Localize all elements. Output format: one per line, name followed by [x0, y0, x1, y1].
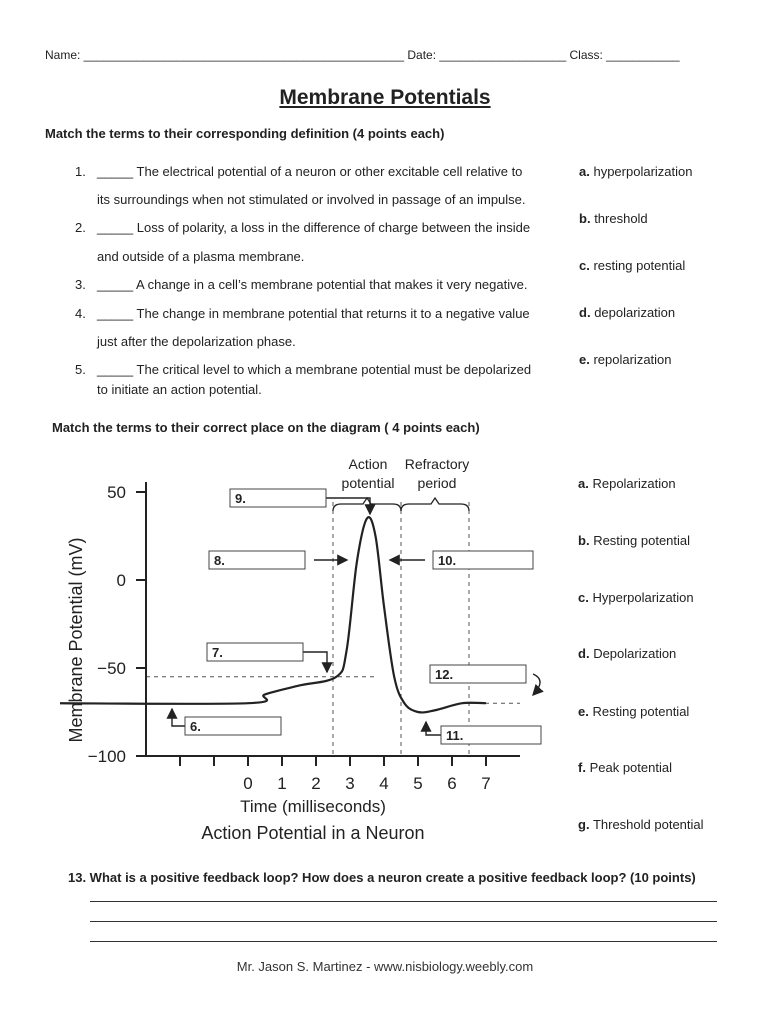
action-potential-brace	[333, 498, 401, 511]
option-e: e. repolarization	[579, 352, 672, 367]
option-d: d. depolarization	[579, 305, 676, 320]
arrow-12	[533, 674, 540, 695]
diagram-option-a: a. Repolarization	[578, 476, 676, 491]
y-axis-label: Membrane Potential (mV)	[66, 537, 86, 743]
action-potential-chart	[60, 450, 560, 850]
question-3-line1: 3. _____ A change in a cell’s membrane potential that makes it very negative.	[75, 277, 528, 292]
diagram-option-f: f. Peak potential	[578, 760, 672, 775]
answer-line-1[interactable]	[90, 901, 717, 902]
arrow-7	[303, 652, 327, 672]
x-axis-label: Time (milliseconds)	[240, 797, 386, 816]
action-label-line2: potential	[341, 475, 395, 491]
x-tick-label: 4	[379, 774, 389, 793]
x-tick-label: 0	[243, 774, 253, 793]
answer-line-3[interactable]	[90, 941, 717, 942]
x-tick-label: 6	[447, 774, 457, 793]
diagram-option-c: c. Hyperpolarization	[578, 590, 694, 605]
box-11-label: 11.	[446, 728, 464, 743]
refractory-label-line1: Refractory	[404, 456, 470, 472]
section2-heading: Match the terms to their correct place on the diagram ( 4 points each)	[52, 420, 480, 435]
option-a: a. hyperpolarization	[579, 164, 693, 179]
refractory-label-line2: period	[417, 475, 457, 491]
header-line: Name: ________________________________________________ Date: ___________________ Class: ___________	[45, 48, 680, 62]
y-tick-label: −100	[87, 747, 126, 766]
page-title: Membrane Potentials	[279, 86, 491, 109]
y-tick-label: 50	[107, 483, 126, 502]
arrow-11	[426, 722, 441, 735]
question-2-line2: and outside of a plasma membrane.	[97, 249, 305, 264]
box-7-label: 7.	[212, 645, 223, 660]
action-label-line1: Action	[348, 456, 388, 472]
membrane-potential-curve	[60, 517, 486, 712]
x-tick-label: 3	[345, 774, 355, 793]
diagram-option-e: e. Resting potential	[578, 704, 690, 719]
x-tick-label: 1	[277, 774, 287, 793]
question-4-line2: just after the depolarization phase.	[97, 334, 296, 349]
box-12-label: 12.	[435, 667, 454, 682]
question-4-line1: 4. _____ The change in membrane potential that returns it to a negative value	[75, 306, 530, 321]
box-6-label: 6.	[190, 719, 201, 734]
question-1-line1: 1. _____ The electrical potential of a neuron or other excitable cell relative to	[75, 164, 523, 179]
diagram-option-g: g. Threshold potential	[578, 817, 704, 832]
diagram-option-b: b. Resting potential	[578, 533, 691, 548]
answer-line-2[interactable]	[90, 921, 717, 922]
arrow-6	[172, 709, 185, 726]
question-1-line2: its surroundings when not stimulated or involved in passage of an impulse.	[97, 192, 526, 207]
question-5-line1: 5. _____ The critical level to which a membrane potential must be depolarized	[75, 362, 532, 377]
box-9-label: 9.	[235, 491, 246, 506]
option-b: b. threshold	[579, 211, 648, 226]
box-10-label: 10.	[438, 553, 457, 568]
refractory-period-brace	[401, 498, 469, 511]
section1-heading: Match the terms to their corresponding definition (4 points each)	[45, 126, 445, 141]
question-13: 13. What is a positive feedback loop? How does a neuron create a positive feedback loop? (10 points)	[68, 870, 696, 885]
y-tick-label: −50	[97, 659, 126, 678]
diagram-option-d: d. Depolarization	[578, 646, 677, 661]
chart-caption: Action Potential in a Neuron	[201, 823, 425, 843]
box-8-label: 8.	[214, 553, 225, 568]
footer: Mr. Jason S. Martinez - www.nisbiology.weebly.com	[236, 959, 534, 974]
question-5-line2: to initiate an action potential.	[97, 382, 262, 397]
x-tick-label: 2	[311, 774, 321, 793]
x-tick-label: 7	[481, 774, 491, 793]
question-2-line1: 2. _____ Loss of polarity, a loss in the difference of charge between the inside	[75, 220, 531, 235]
x-tick-label: 5	[413, 774, 423, 793]
y-tick-label: 0	[116, 571, 126, 590]
option-c: c. resting potential	[579, 258, 686, 273]
